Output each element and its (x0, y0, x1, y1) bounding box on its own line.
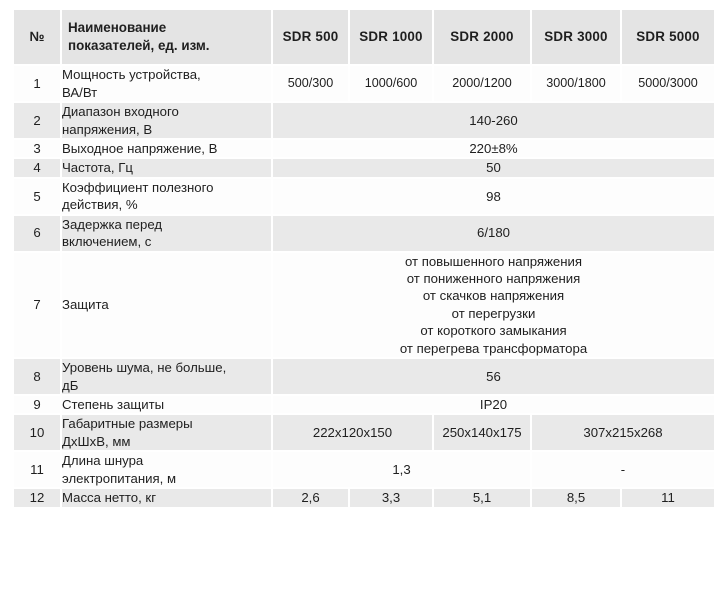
column-header-sdr-1000: SDR 1000 (350, 10, 432, 64)
table-row (14, 415, 714, 450)
cell-value-sdr-2000: 2000/1200 (434, 66, 530, 101)
column-header-name (62, 10, 271, 64)
column-header-sdr-5000: SDR 5000 (622, 10, 714, 64)
protection-line-overload: от перегрузки (451, 305, 536, 321)
cell-value-sdr-1000: 3,3 (350, 489, 432, 506)
row-label-line1: Габаритные размеры (62, 416, 193, 432)
row-label-line1: Защита (62, 297, 109, 313)
row-label-line1: Диапазон входного (62, 104, 179, 120)
protection-line-transformer-overheat: от перегрева трансформатора (399, 340, 588, 356)
row-label-line1: Задержка перед (62, 216, 163, 232)
cell-value-all-models: 50 (273, 159, 714, 176)
row-label (62, 489, 271, 506)
column-header-name-line1: Наименование (68, 20, 167, 35)
cell-value-cord-length-group-2: - (532, 452, 714, 487)
row-label-line2: электропитания, м (62, 470, 177, 486)
cell-value-all-models: 98 (273, 179, 714, 214)
row-number: 1 (14, 66, 60, 101)
table-row (14, 66, 714, 101)
protection-line-surge: от скачков напряжения (422, 288, 565, 304)
row-label-line2: ДхШхВ, мм (62, 433, 131, 449)
row-label-line1: Масса нетто, кг (62, 490, 157, 506)
protection-line-undervoltage: от пониженного напряжения (406, 271, 581, 287)
specification-table (12, 8, 716, 509)
cell-value-sdr-3000: 3000/1800 (532, 66, 620, 101)
table-row (14, 103, 714, 138)
table-row (14, 179, 714, 214)
row-label (62, 140, 271, 157)
column-header-sdr-500: SDR 500 (273, 10, 348, 64)
row-label-line1: Выходное напряжение, В (62, 141, 218, 157)
column-header-sdr-3000: SDR 3000 (532, 10, 620, 64)
cell-value-all-models: 6/180 (273, 216, 714, 251)
cell-value-dimensions-group-2: 250x140x175 (434, 415, 530, 450)
row-label (62, 66, 271, 101)
cell-value-sdr-5000: 11 (622, 489, 714, 506)
table-row (14, 159, 714, 176)
row-number: 12 (14, 489, 60, 506)
row-number: 9 (14, 396, 60, 413)
row-label (62, 253, 271, 358)
table-row (14, 253, 714, 358)
row-label-line1: Коэффициент полезного (62, 179, 214, 195)
table-row (14, 489, 714, 506)
column-header-sdr-2000: SDR 2000 (434, 10, 530, 64)
row-number: 11 (14, 452, 60, 487)
cell-value-sdr-500: 500/300 (273, 66, 348, 101)
cell-value-sdr-500: 2,6 (273, 489, 348, 506)
row-number: 7 (14, 253, 60, 358)
row-label-line1: Мощность устройства, (62, 67, 201, 83)
cell-value-sdr-5000: 5000/3000 (622, 66, 714, 101)
row-label (62, 159, 271, 176)
cell-value-all-models: 140-260 (273, 103, 714, 138)
cell-value-all-models: 56 (273, 359, 714, 394)
row-number: 6 (14, 216, 60, 251)
row-label-line2: напряжения, В (62, 121, 153, 137)
row-number: 4 (14, 159, 60, 176)
protection-line-short-circuit: от короткого замыкания (420, 323, 567, 339)
row-label-line2: включением, с (62, 234, 152, 250)
row-label (62, 179, 271, 214)
table-row (14, 216, 714, 251)
table-row (14, 452, 714, 487)
table-row (14, 140, 714, 157)
row-label (62, 103, 271, 138)
table-header-row (14, 10, 714, 64)
cell-value-sdr-2000: 5,1 (434, 489, 530, 506)
protection-line-overvoltage: от повышенного напряжения (404, 253, 583, 269)
row-label-line2: ВА/Вт (62, 84, 98, 100)
cell-value-sdr-3000: 8,5 (532, 489, 620, 506)
row-label-line2: действия, % (62, 197, 138, 213)
row-number: 2 (14, 103, 60, 138)
cell-value-dimensions-group-1: 222x120x150 (273, 415, 432, 450)
table-row (14, 359, 714, 394)
row-label (62, 359, 271, 394)
row-number: 8 (14, 359, 60, 394)
column-header-number: № (14, 10, 60, 64)
cell-value-protection-list (273, 253, 714, 358)
row-label (62, 415, 271, 450)
row-number: 3 (14, 140, 60, 157)
row-label-line1: Уровень шума, не больше, (62, 360, 227, 376)
row-label-line1: Частота, Гц (62, 160, 133, 176)
cell-value-dimensions-group-3: 307x215x268 (532, 415, 714, 450)
row-number: 10 (14, 415, 60, 450)
cell-value-all-models: 220±8% (273, 140, 714, 157)
row-label-line2: дБ (62, 377, 79, 393)
row-label-line1: Длина шнура (62, 453, 144, 469)
cell-value-all-models: IP20 (273, 396, 714, 413)
row-label (62, 216, 271, 251)
row-label-line1: Степень защиты (62, 396, 165, 412)
table-row (14, 396, 714, 413)
row-number: 5 (14, 179, 60, 214)
row-label (62, 396, 271, 413)
column-header-name-line2: показателей, ед. изм. (68, 37, 210, 53)
cell-value-sdr-1000: 1000/600 (350, 66, 432, 101)
cell-value-cord-length-group-1: 1,3 (273, 452, 530, 487)
row-label (62, 452, 271, 487)
